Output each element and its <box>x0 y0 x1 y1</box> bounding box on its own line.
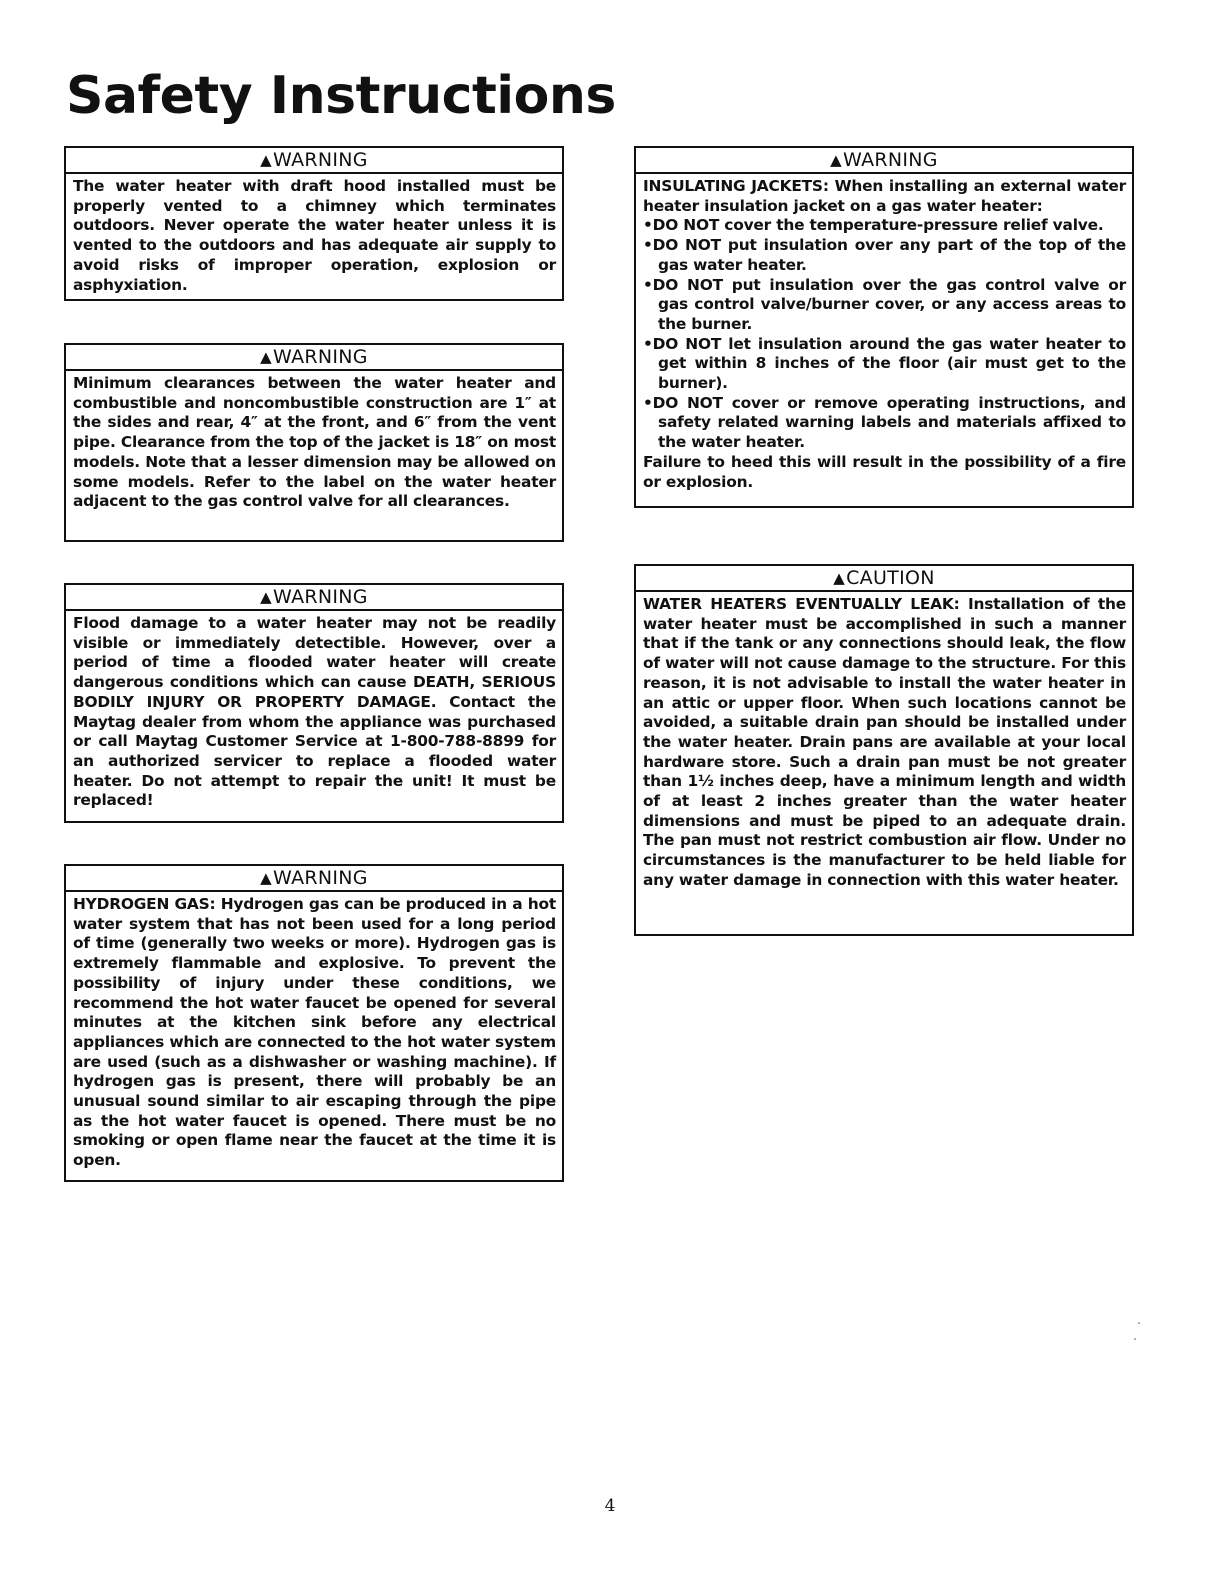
warning-text: Minimum clearances between the water heater and combustible and noncombustible construction are 1″ at the sides and rear, 4″ at the front, and 6″ from the vent pipe. Clearance from the top of the jacket is 18″ on most models. Note that a lesser dimension may be allowed on some models. Refer to the label on the water heater adjacent to the gas control valve for all clearances. <box>73 374 556 511</box>
caution-triangle-icon: ▲ <box>833 569 846 587</box>
warning-box-clearances <box>64 343 564 542</box>
warning-box-flood <box>64 583 564 823</box>
warning-text: Flood damage to a water heater may not be readily visible or immediately detectible. However, over a period of time a flooded water heater will create dangerous conditions which can cause DEATH, SERIOUS BODILY INJURY OR PROPERTY DAMAGE. Contact the Maytag dealer from whom the appliance was purchased or call Maytag Customer Service at 1-800-788-8899 for an authorized servicer to replace a flooded water heater. Do not attempt to repair the unit! It must be replaced! <box>73 614 556 810</box>
list-item: • DO NOT cover the temperature-pressure relief valve. <box>643 216 1126 236</box>
warning-body <box>636 174 1132 496</box>
list-item: • DO NOT cover or remove operating instructions, and safety related warning labels and materials affixed to the water heater. <box>643 394 1126 453</box>
warning-header <box>66 148 562 174</box>
warning-header <box>66 345 562 371</box>
list-item: • DO NOT put insulation over any part of the top of the gas water heater. <box>643 236 1126 275</box>
warning-label: WARNING <box>273 346 368 368</box>
list-item: • DO NOT let insulation around the gas water heater to get within 8 inches of the floor (air must get to the burner). <box>643 335 1126 394</box>
caution-label: CAUTION <box>846 567 935 589</box>
warning-box-insulating <box>634 146 1134 508</box>
warning-label: WARNING <box>273 867 368 889</box>
caution-box-leak <box>634 564 1134 936</box>
warning-label: WARNING <box>843 149 938 171</box>
warning-header <box>636 148 1132 174</box>
warning-footer: Failure to heed this will result in the possibility of a fire or explosion. <box>643 452 1126 491</box>
warning-body <box>66 611 562 815</box>
warning-triangle-icon: ▲ <box>830 151 843 169</box>
page-number: 4 <box>604 1496 616 1516</box>
warning-label: WARNING <box>273 586 368 608</box>
warning-box-draft-hood <box>64 146 564 301</box>
caution-header <box>636 566 1132 592</box>
page-title: Safety Instructions <box>66 66 616 126</box>
list-item: • DO NOT put insulation over the gas control valve or gas control valve/burner cover, or any access areas to the burner. <box>643 276 1126 335</box>
warning-body <box>66 892 562 1175</box>
warning-label: WARNING <box>273 149 368 171</box>
warning-triangle-icon: ▲ <box>260 869 273 887</box>
warning-triangle-icon: ▲ <box>260 588 273 606</box>
warning-body <box>66 174 562 299</box>
warning-body <box>66 371 562 516</box>
scan-speck <box>1138 1322 1140 1324</box>
warning-intro: INSULATING JACKETS: When installing an external water heater insulation jacket on a gas water heater: <box>643 177 1126 215</box>
warning-text: HYDROGEN GAS: Hydrogen gas can be produced in a hot water system that has not been used for a long period of time (generally two weeks or more). Hydrogen gas is extremely flammable and explosive. To prevent the possibility of injury under these conditions, we recommend the hot water faucet be opened for several minutes at the kitchen sink before any electrical appliances which are connected to the hot water system are used (such as a dishwasher or washing machine). If hydrogen gas is present, there will probably be an unusual sound similar to air escaping through the pipe as the hot water faucet is opened. There must be no smoking or open flame near the faucet at the time it is open. <box>73 895 556 1170</box>
scan-speck <box>1134 1338 1136 1340</box>
warning-triangle-icon: ▲ <box>260 348 273 366</box>
warning-triangle-icon: ▲ <box>260 151 273 169</box>
warning-box-hydrogen <box>64 864 564 1182</box>
warning-header <box>66 585 562 611</box>
caution-text: WATER HEATERS EVENTUALLY LEAK: Installation of the water heater must be accomplished in such a manner that if the tank or any connections should leak, the flow of water will not cause damage to the structure. For this reason, it is not advisable to install the water heater in an attic or upper floor. When such locations cannot be avoided, a suitable drain pan should be installed under the water heater. Drain pans are available at your local hardware store. Such a drain pan must be not greater than 1½ inches deep, have a minimum length and width of at least 2 inches greater than the water heater dimensions and must be piped to an adequate drain. The pan must not restrict combustion air flow. Under no circumstances is the manufacturer to be held liable for any water damage in connection with this water heater. <box>643 595 1126 889</box>
insulation-list <box>643 216 1126 452</box>
warning-text: The water heater with draft hood installed must be properly vented to a chimney which terminates outdoors. Never operate the water heater unless it is vented to the outdoors and has adequate air supply to avoid risks of improper operation, explosion or asphyxiation. <box>73 177 556 294</box>
warning-header <box>66 866 562 892</box>
caution-body <box>636 592 1132 895</box>
